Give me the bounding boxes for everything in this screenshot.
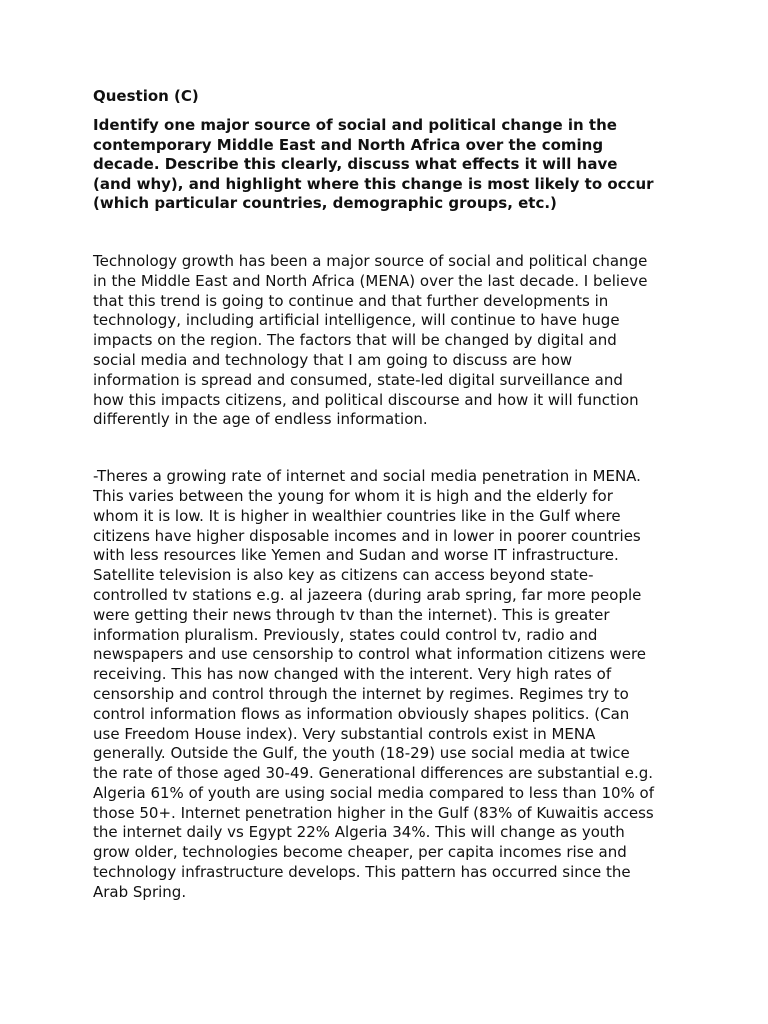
paragraph-introduction: Technology growth has been a major source of social and political change in the Middle East and North Africa (MENA) over the last decade. I believe that this trend is going to continue and that further developments in technology, including artificial intelligence, will continue to have huge impacts on the region. The factors that will be changed by digital and social media and technology that I am going to discuss are how information is spread and consumed, state-led digital surveillance and how this impacts citizens, and political discourse and how it will function differently in the age of endless information. [93,251,648,429]
paragraph-internet-penetration: -Theres a growing rate of internet and social media penetration in MENA. This varies between the young for whom it is high and the elderly for whom it is low. It is higher in wealthier countries like in the Gulf where citizens have higher disposable incomes and in lower in poorer countries with less resources like Yemen and Sudan and worse IT infrastructure. Satellite television is also key as citizens can access beyond state- controlled tv stations e.g. al jazeera (during arab spring, far more people were getting their news through tv than the internet). This is greater information pluralism. Previously, states could control tv, radio and newspapers and use censorship to control what information citizens were receiving. This has now changed with the interent. Very high rates of censorship and control through the internet by regimes. Regimes try to control information flows as information obviously shapes politics. (Can use Freedom House index). Very substantial controls exist in MENA generally. Outside the Gulf, the youth (18-29) use social media at twice the rate of those aged 30-49. Generational differences are substantial e.g. Algeria 61% of youth are using social media compared to less than 10% of those 50+. Internet penetration higher in the Gulf (83% of Kuwaitis access the internet daily vs Egypt 22% Algeria 34%. This will change as youth grow older, technologies become cheaper, per capita incomes rise and technology infrastructure develops. This pattern has occurred since the Arab Spring. [93,467,655,901]
question-title: Question (C) [93,87,199,105]
document-page [93,86,683,903]
question-prompt: Identify one major source of social and political change in the contemporary Middle East and North Africa over the coming decade. Describe this clearly, discuss what effects it will have (and why), and highlight where this change is most likely to occur (which particular countries, demographic groups, etc.) [93,116,654,213]
